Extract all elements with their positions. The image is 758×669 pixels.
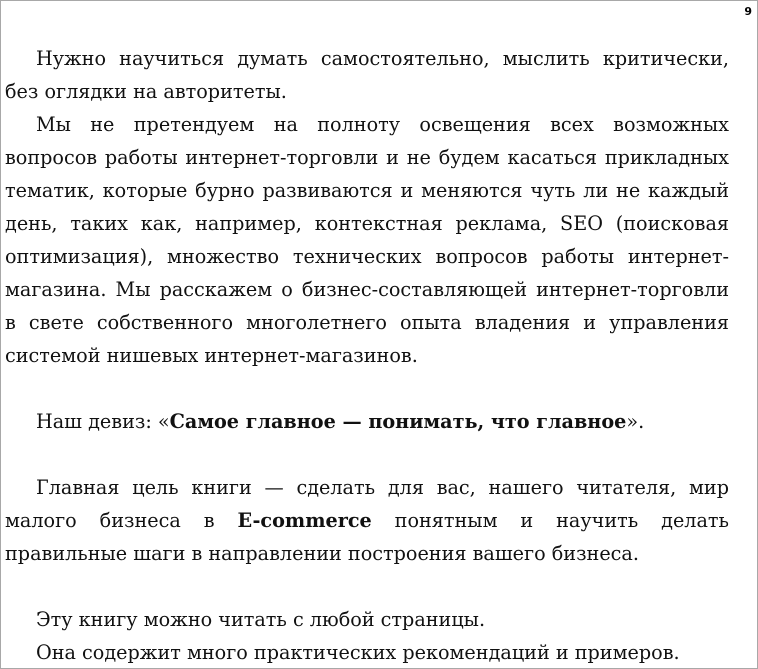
goal-suffix: понятным и научить делать правильные шаги в направлении построения вашего бизнеса. [5,509,729,565]
paragraph-spacer [5,438,729,471]
motto-prefix: Наш девиз: « [36,410,170,433]
goal-ecommerce: E-commerce [237,509,372,532]
paragraph-read-any-page: Эту книгу можно читать с любой страницы. [36,608,486,631]
body-text [5,42,729,669]
goal-prefix: Главная цель книги — сделать для вас, нашего читателя, мир малого бизнеса в [5,476,729,532]
motto-text: Самое главное — понимать, что главное [169,410,627,433]
paragraph-book-goal [5,471,729,570]
paragraph-critical-thinking: Нужно научиться думать самостоятельно, мыслить критически, без оглядки на авторитеты. [5,47,729,103]
motto-suffix: ». [626,410,645,433]
paragraph-practical-advice: Она содержит много практических рекомендаций и примеров. [36,641,680,664]
paragraph-spacer [5,570,729,603]
paragraph-scope: Мы не претендуем на полноту освещения всех возможных вопросов работы интернет-торговли и не будем касаться прикладных тематик, которые бурно развиваются и меняются чуть ли не каждый день, таких как, например, контекстная реклама, SEO (поисковая оптимизация), множество технических вопросов работы интернет-магазина. Мы расскажем о бизнес-составляющей интернет-торговли в свете собственного многолетнего опыта владения и управления системой нишевых интернет-магазинов. [5,113,729,367]
paragraph-spacer [5,372,729,405]
page-number: 9 [744,5,752,18]
paragraph-motto [5,405,729,438]
